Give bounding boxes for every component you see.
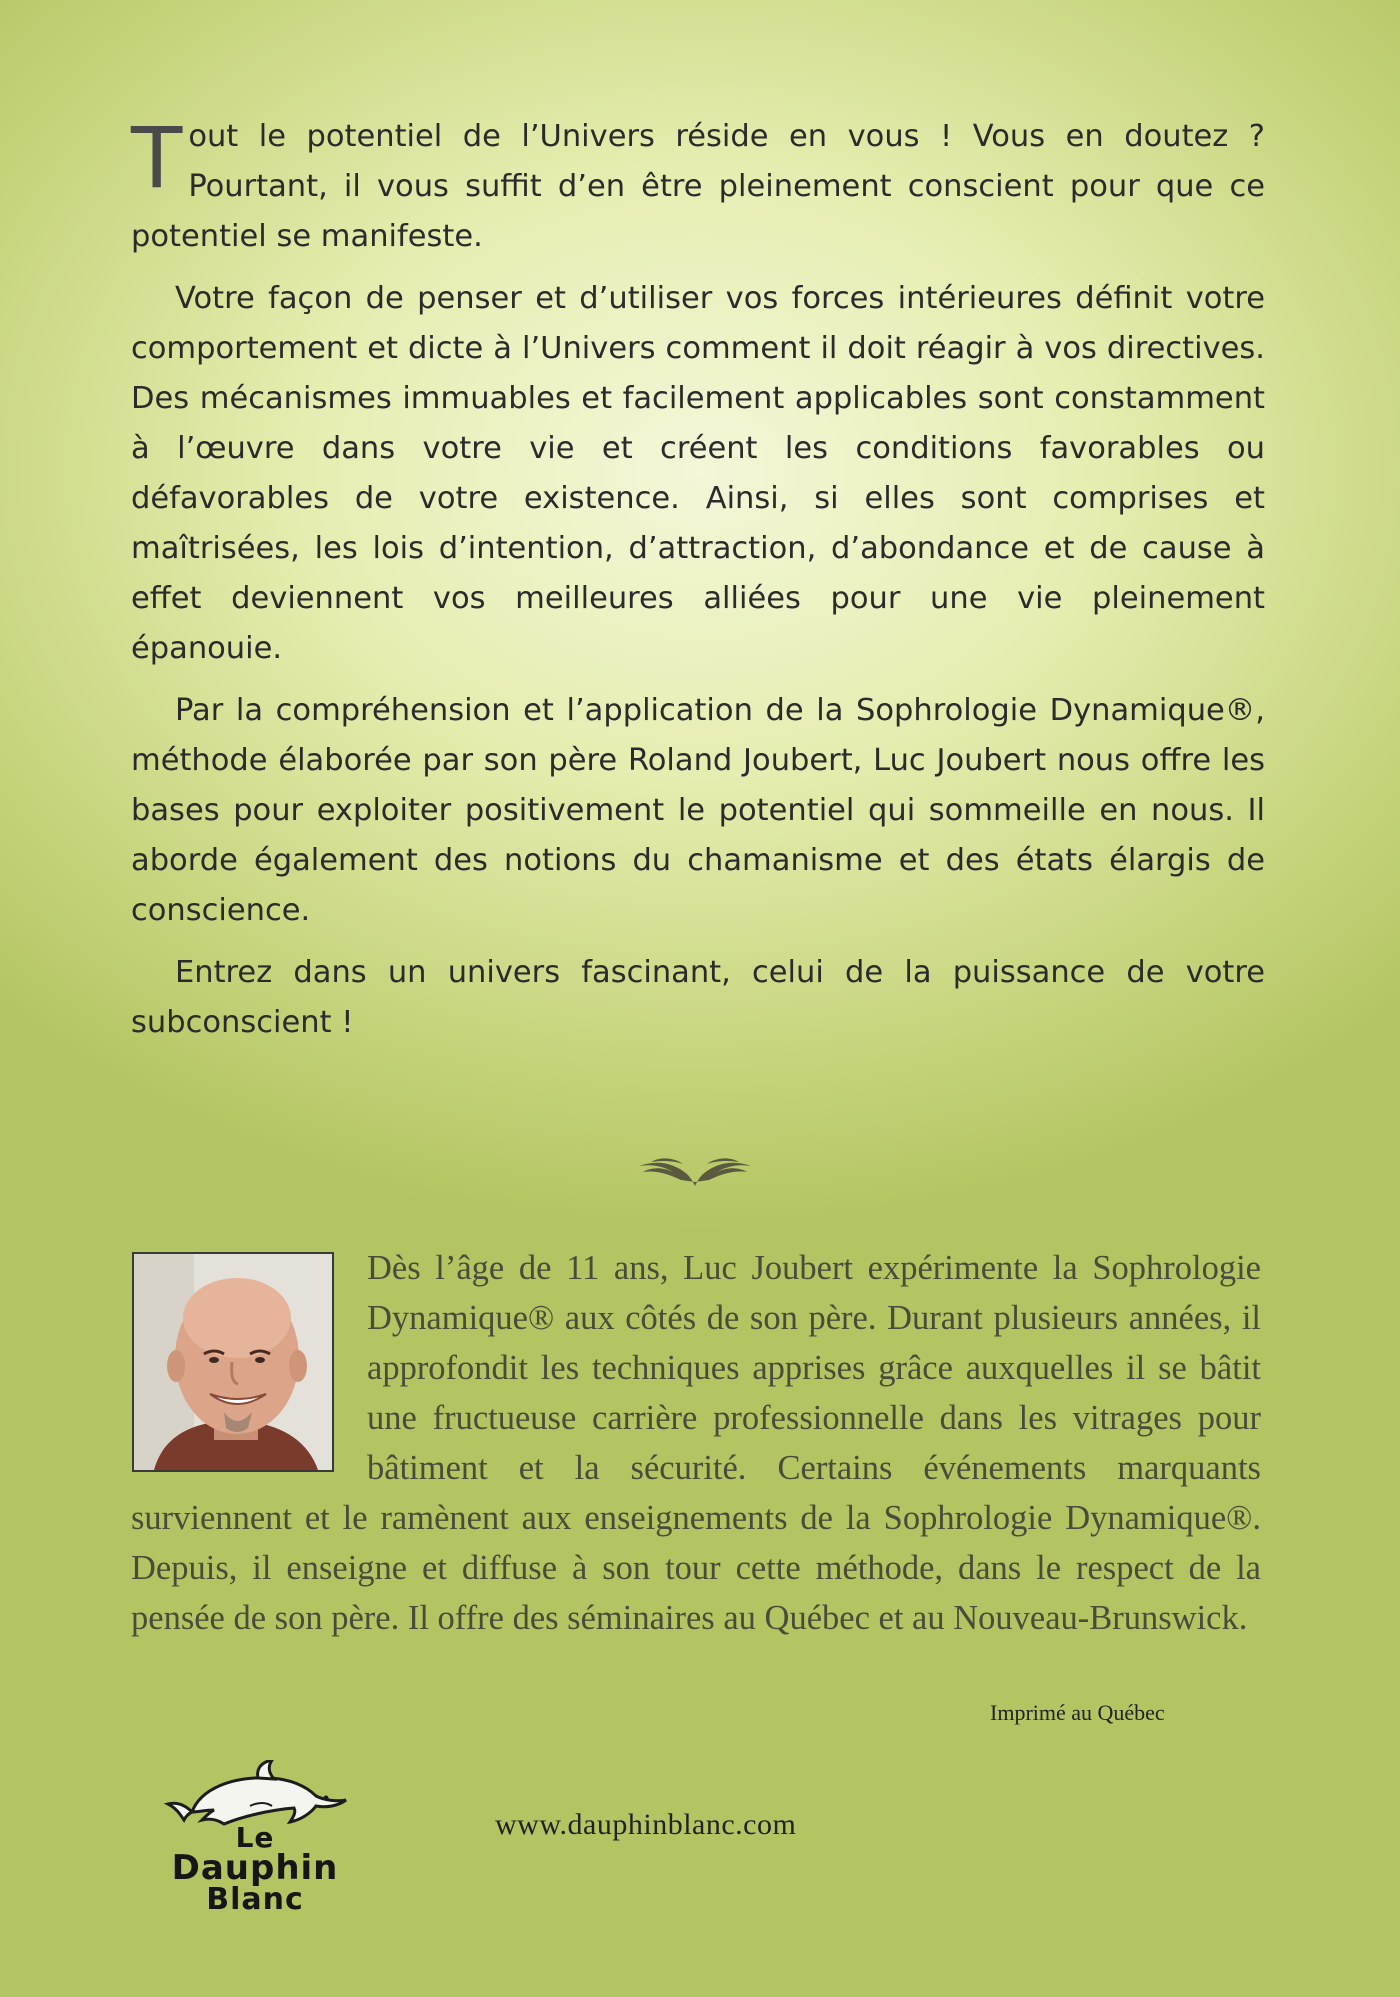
logo-word-dauphin: Dauphin <box>171 1848 339 1888</box>
author-bio <box>131 1243 1261 1643</box>
logo-word-le: Le <box>235 1821 275 1854</box>
blurb-paragraph-4: Entrez dans un univers fascinant, celui de la puissance de votre subconscient ! <box>131 955 1265 1040</box>
blurb-text <box>131 109 1265 1060</box>
drop-cap: T <box>131 109 183 207</box>
author-bio-text: Dès l’âge de 11 ans, Luc Joubert expérimente la Sophrologie Dynamique® aux côtés de son père. Durant plusieurs années, il approfondit les techniques apprises grâce auxquelles il se bâtit une fructueuse carrière professionnelle dans les vitrages pour bâtiment et la sécurité. Certains événements marquants surviennent et le ramènent aux enseignements de la Sophrologie Dynamique®. Depuis, il enseigne et diffuse à son tour cette méthode, dans le respect de la pensée de son père. Il offre des séminaires au Québec et au Nouveau-Brunswick. <box>131 1249 1261 1637</box>
photo-spacer <box>131 1243 367 1491</box>
publisher-logo <box>140 1760 370 1920</box>
blurb-paragraph-2: Votre façon de penser et d’utiliser vos forces intérieures définit votre comportement et dicte à l’Univers comment il doit réagir à vos directives. Des mécanismes immuables et facilement applicables sont constamment à l’œuvre dans votre vie et créent les conditions favorables ou défavorables de votre existence. Ainsi, si elles sont comprises et maîtrisées, les lois d’intention, d’attraction, d’abondance et de cause à effet deviennent vos meilleures alliées pour une vie pleinement épanouie. <box>131 281 1265 666</box>
printed-in-label: Imprimé au Québec <box>990 1700 1165 1725</box>
blurb-paragraph-1-text: out le potentiel de l’Univers réside en vous ! Vous en doutez ? Pourtant, il vous suffit d’en être pleinement conscient pour que ce potentiel se manifeste. <box>131 119 1265 254</box>
blurb-paragraph-3: Par la compréhension et l’application de la Sophrologie Dynamique®, méthode élaborée par son père Roland Joubert, Luc Joubert nous offre les bases pour exploiter positivement le potentiel qui sommeille en nous. Il aborde également des notions du chamanisme et des états élargis de conscience. <box>131 693 1265 928</box>
logo-word-blanc: Blanc <box>206 1882 304 1917</box>
dolphin-icon <box>140 1760 370 1830</box>
website-url: www.dauphinblanc.com <box>495 1808 797 1841</box>
ornament-divider-icon <box>635 1152 755 1192</box>
blurb-paragraph-1 <box>131 109 1265 262</box>
